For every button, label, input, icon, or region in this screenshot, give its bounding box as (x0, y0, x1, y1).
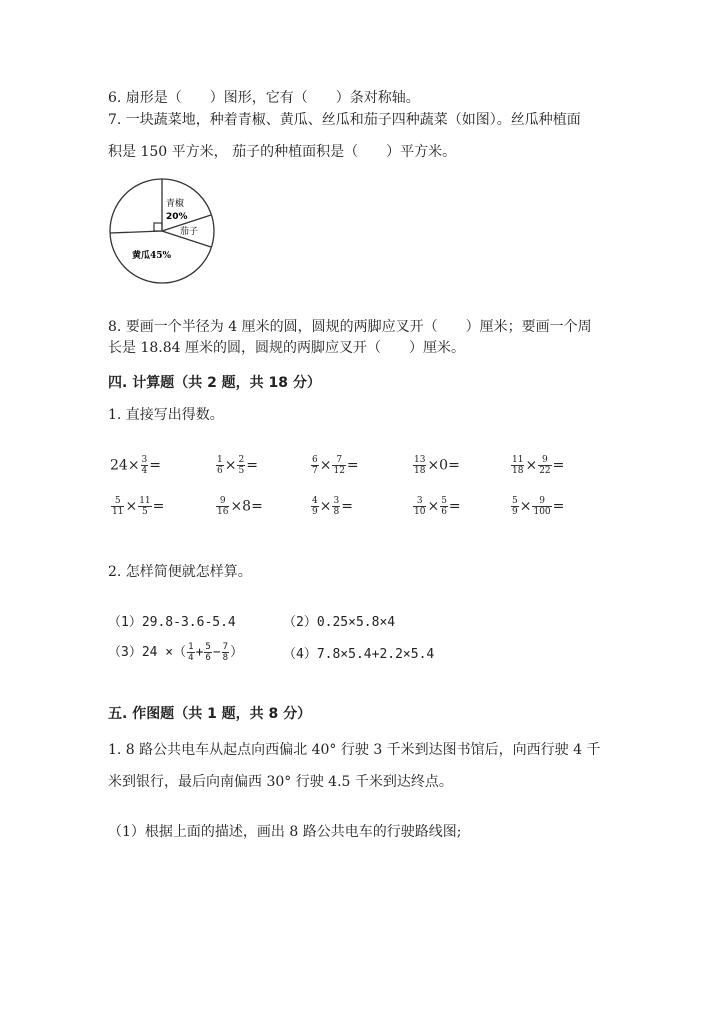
simplify-2: （2）0.25×5.8×4 (283, 615, 396, 630)
question-8-line2: 长是 18.84 厘米的圆，圆规的两脚应叉开（ ）厘米。 (108, 340, 465, 356)
question-8-line1: 8. 要画一个半径为 4 厘米的圆，圆规的两脚应叉开（ ）厘米；要画一个周 (108, 319, 592, 335)
section-5-q1-part1: （1）根据上面的描述，画出 8 路公共电车的行驶路线图; (108, 824, 462, 840)
section-4-heading: 四. 计算题（共 2 题，共 18 分） (108, 375, 321, 391)
simplify-1: （1）29.8-3.6-5.4 (108, 615, 236, 630)
calc-expression: 24× $\frac{3}{4}$ = (110, 455, 162, 476)
question-7-line1: 7. 一块蔬菜地，种着青椒、黄瓜、丝瓜和茄子四种蔬菜（如图）。丝瓜种植面 (108, 112, 581, 128)
section-5-q1-line1: 1. 8 路公共电车从起点向西偏北 40° 行驶 3 千米到达图书馆后，向西行驶 4 千 (108, 742, 601, 758)
section-4-q1: 1. 直接写出得数。 (108, 407, 224, 423)
question-7-line2: 积是 150 平方米， 茄子的种植面积是（ ）平方米。 (108, 144, 457, 160)
label-qingjiao: 青椒 (166, 199, 185, 209)
question-6: 6. 扇形是（ ）图形，它有（ ）条对称轴。 (108, 90, 420, 106)
calc-expression: $\frac{3}{10}$ × $\frac{5}{6}$ = (414, 496, 461, 517)
calc-expression: $\frac{4}{9}$ × $\frac{3}{8}$ = (312, 496, 353, 517)
calc-expression: $\frac{11}{18}$ × $\frac{9}{22}$ = (512, 455, 565, 476)
right-angle-mark (154, 223, 162, 231)
label-huanggua: 黄瓜45% (132, 251, 172, 261)
calc-expression: $\frac{5}{11}$ × $\frac{11}{5}$ = (112, 496, 165, 517)
simplify-4: （4）7.8×5.4+2.2×5.4 (283, 647, 435, 662)
simplify-3: （3）24 ×（ $\frac{1}{4}$ + $\frac{5}{6}$ − $\frac{7}{8}$ ） (108, 642, 244, 663)
calc-expression: $\frac{5}{9}$ × $\frac{9}{100}$ = (512, 496, 565, 517)
calc-expression: $\frac{13}{18}$ ×0= (414, 455, 460, 476)
section-5-q1-line2: 米到银行，最后向南偏西 30° 行驶 4.5 千米到达终点。 (108, 774, 453, 790)
pie-chart (100, 170, 230, 290)
label-qingjiao-pct: 20% (166, 212, 188, 222)
label-qiezi: 茄子 (180, 227, 199, 237)
section-5-heading: 五. 作图题（共 1 题，共 8 分） (108, 706, 312, 722)
simplify-3-prefix: （3）24 ×（ (108, 645, 187, 660)
calc-expression: $\frac{1}{6}$ × $\frac{2}{5}$ = (217, 455, 258, 476)
calc-expression: $\frac{9}{16}$ ×8= (217, 496, 263, 517)
section-4-q2: 2. 怎样简便就怎样算。 (108, 564, 252, 580)
calc-expression: $\frac{6}{7}$ × $\frac{7}{12}$ = (312, 455, 359, 476)
